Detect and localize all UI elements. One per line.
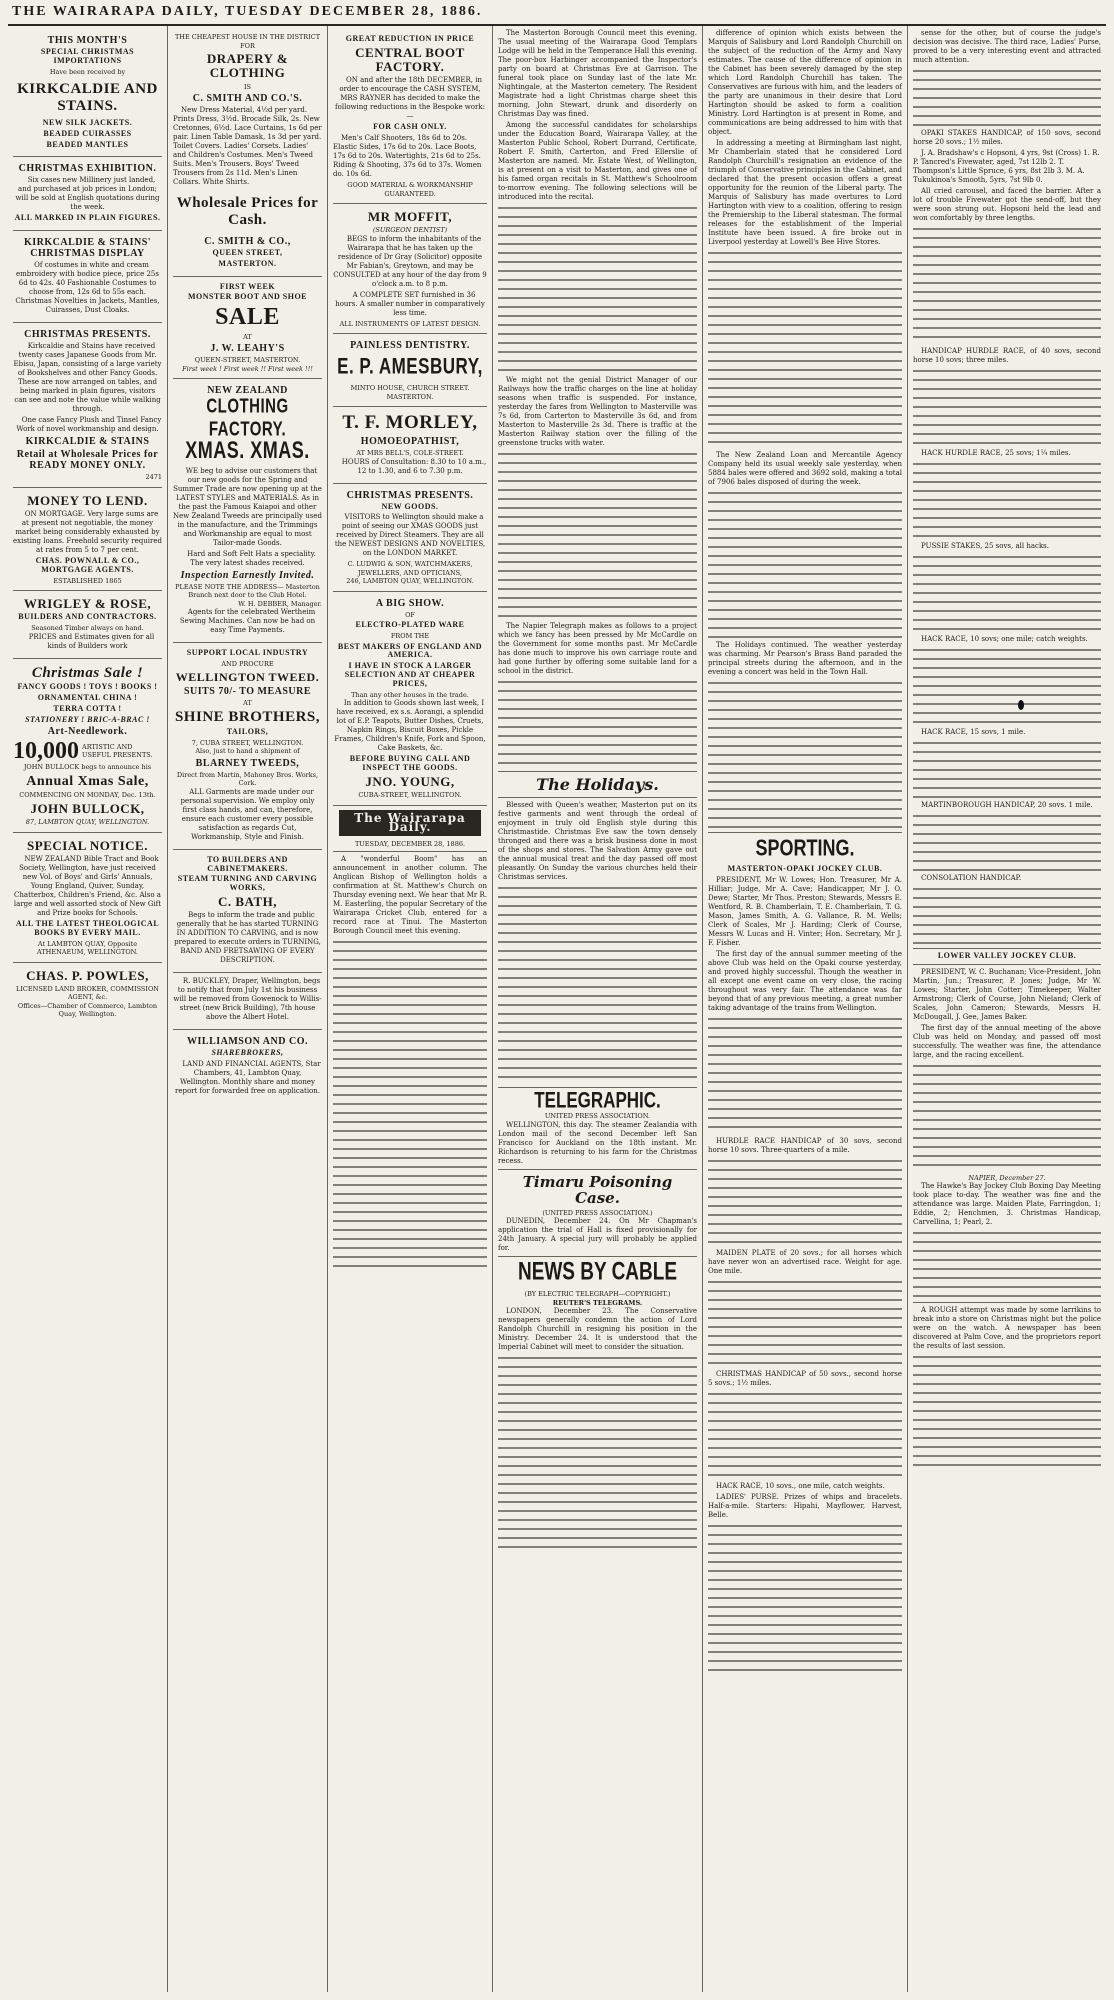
body-text-filler [708,1522,902,1672]
ad-foot: BEFORE BUYING CALL AND INSPECT THE GOODS. [349,754,471,772]
ad-addr: PLEASE NOTE THE ADDRESS— Masterton Branch next door to the Club Hotel. [175,582,320,600]
body-text-filler [913,812,1101,872]
ad-xmas-heading: XMAS. XMAS. [185,436,310,464]
ink-blot [1018,700,1024,710]
ad-body: R. BUCKLEY, Draper, Wellington, begs to notify that from July 1st his business will be removed from Gowenock to Willis-street (new Brick Building), 7th house above the Albert Hotel. [173,977,322,1022]
article-text: The Napier Telegraph makes as follows to a project which we fancy has been pressed by Mr McCardle on the Government for some months past. Mr McCardle has done much to improve his own carriage route and had gone further by offering some suitable land for a school in the district. [498,622,697,675]
ad-body: Of costumes in white and cream embroidery with bodice piece, price 25s 6d to 42s. 40 Fashionable Costumes to choose from, 12s 6d to 55s each. Christmas Novelties in Jackets, Mantles, Cuirasses, Dust Cloaks. [15,261,160,315]
ad-body: HOURS of Consultation: 8.30 to 10 a.m., 12 to 1.30, and 6 to 7.30 p.m. [341,457,487,475]
article-text: The Masterton Borough Council meet this evening. The usual meeting of the Wairarapa Good Templars Lodge will be held in the Temperance Hall this evening. The poor-box Harbinger accompanied the Inspector's party on board at Christmas Eve at Garrison. The funeral took place on Sunday last of the late Mr. Nightingale, at the Masterton cemetery. The Resident Magistrate had a light Christmas charge sheet this morning, John Stewart, drunk and disorderly on Christmas Day was fined. [498,29,697,118]
ad-painless-dentistry [333,334,487,407]
ad-body: Begs to inform the trade and public generally that he has started TURNING IN ADDITION TO CARVING, and is now prepared to execute orders in TURNING, BAND AND FRETSAWING OF EVERY DESCRIPTION. [174,911,321,965]
ad-christmas-exhibition [13,157,162,231]
race-heading: HACK RACE, 15 sovs, 1 mile. [921,728,1026,736]
cable-sub: (BY ELECTRIC TELEGRAPH—COPYRIGHT.) [524,1290,671,1299]
article-text: LONDON, December 23. The Conservative newspapers generally condemn the action of Lord Randolph Churchill in resigning his position in the Ministry. December 24. It is understood that the Imperial Cabinet will meet to consider the situation. [498,1307,697,1352]
ad-addr: 7, CUBA STREET, WELLINGTON. [191,738,304,747]
article-text: In addressing a meeting at Birmingham last night, Mr Chamberlain stated that he considered Lord Randolph Churchill's resignation an evidence of the triumph of Conservative principles in the Cabinet, and declared that the present occasion offers a great opportunity for the reunion of the Liberal party. The Marquis of Salisbury has made overtures to Lord Hartington with view to a coalition, offering to resign the Premiership to the Liberal statesman. The formal releases for the establishment of the Imperial Institute have been issued. A fire broke out in Liverpool yesterday at Lowell's Bee Hive Stores. [708,139,902,246]
ad-big-show [333,592,487,806]
ad-of: OF [405,610,415,619]
ad-body: In addition to Goods shown last week, I have received, ex s.s. Aorangi, a splendid lot of E.P. Teapots, Butter Dishes, Cruets, Napkin Rings, Biscuit Boxes, Pickle Frames, Children's Knife, Fork and Spoon, Cake Baskets, &c. [334,699,486,753]
ad-heading: MR MOFFIT, [367,209,453,225]
ad-firm: KIRKCALDIE AND STAINS. [17,81,158,114]
ad-number-line [13,739,162,763]
ad-heading: TO BUILDERS AND CABINETMAKERS. [207,854,288,873]
body-text-filler [498,450,697,620]
paper-nameplate: The Wairarapa Daily. [339,810,481,836]
ad-sub: CLOTHING FACTORY. [206,395,289,441]
body-text-filler [913,225,1101,345]
ad-firm: C. BATH, [217,893,277,909]
body-text-filler [913,885,1101,945]
telegraphic-sub: UNITED PRESS ASSOCIATION. [544,1112,651,1121]
ad-heading: A BIG SHOW. [375,597,445,609]
race-results: J. A. Bradshaw's c Hopsoni, 4 yrs, 9st (Cross) 1. R. P. Tancred's Fivewater, aged, 7st 12lb 2. T. Thompson's Little Spruce, 6 yrs, 8st 2lb 3. M. A. Tukukinoa's Smooth, 5yrs, 7st 9lb 0. [913,149,1100,184]
ad-number: 2471 [145,473,162,482]
ad-line: Annual Xmas Sale, [26,773,149,789]
ad-body: ON MORTGAGE. Very large sums are at present not negotiable, the money market being considerably exhausted by existing loans. Freehold security required at rates from 5 to 7 per cent. [13,510,162,555]
ad-line: COMMENCING ON MONDAY, Dec. 13th. [19,791,156,800]
ad-pre: THIS MONTH'S [47,35,128,46]
article-text: A ROUGH attempt was made by some larrikins to break into a store on Christmas night but the police were on the watch. A newspaper has been discovered at Palm Cove, and the proprietors report the results of last session. [913,1306,1101,1351]
divider [913,948,1101,949]
ad-trade: TAILORS, [226,726,269,736]
body-text-filler [913,739,1101,799]
race-heading: HACK RACE, 10 sovs., one mile, catch weights. [716,1481,885,1490]
ad-firm: SHINE BROTHERS, [174,709,321,726]
ad-kirkcaldie-importations [13,29,162,157]
ad-heading: CHRISTMAS EXHIBITION. [18,163,157,175]
ad-addr: QUEEN STREET, [212,248,283,258]
ad-heading: CHRISTMAS PRESENTS. [24,329,151,341]
body-text-filler [708,249,902,449]
masthead [8,4,1106,26]
race-heading: HANDICAP HURDLE RACE, of 40 sovs, second horse 10 sovs; three miles. [913,347,1101,364]
ad-firm: JNO. YOUNG, [365,773,455,789]
article-text: The Holidays continued. The weather yesterday was charming. Mr Pearson's Brass Band paraded the principal streets during the afternoon, and in the evening a concert was held in the Town Hall. [708,641,902,676]
article-text: WELLINGTON, this day. The steamer Zealandia with London mail of the second December left San Francisco for Auckland on the 18th instant. Mr. Richardson is returning to his farm for the Christmas recess. [498,1120,697,1165]
ad-heading: SPECIAL CHRISTMAS IMPORTATIONS [40,47,135,65]
body-text-filler [708,679,902,829]
ad-body: ALL Garments are made under our personal supervision. We employ only first class hands, and can, therefore, ensure each customer every possible satisfaction as regards Cut, Workmanship, Style and Finish. [180,787,315,841]
body-text-filler [498,1354,697,1554]
ad-body: Hard and Soft Felt Hats a speciality. The very latest shades received. [187,549,316,567]
ad-christmas-sale [13,659,162,833]
article-text: All cried carousel, and faced the barrier. After a lot of trouble Fivewater got the send-off, but they were soon strung out. Hopsoni held the lead and won comfortably by three lengths. [913,187,1101,222]
ad-heading: Christmas Sale ! [31,664,144,681]
ad-wrigley-rose [13,591,162,659]
race-heading: PUSSIE STAKES, 25 sovs, all hacks. [921,542,1049,550]
ad-leahy-boot-sale [173,277,322,379]
article-text: We might not the genial District Manager of our Railways how the traffic charges on the line at holiday seasons when traffic is suspended. For instance, yesterday the fares from Wellington to Masterville was 7s 6d, from Carterton to Masterville 3s 6d, and from Masterton to Masterville 2s 3d. There is traffic at the Masterton Railway station over the filling of the greenstone trucks with water. [498,376,697,447]
ad-sub: BUILDERS AND CONTRACTORS. [18,612,157,622]
poisoning-sub: (UNITED PRESS ASSOCIATION.) [542,1208,653,1217]
holidays-heading: The Holidays. [536,775,659,794]
ad-firm: JOHN BULLOCK, [30,800,145,816]
ad-body: WE beg to advise our customers that our new goods for the Spring and Summer Trade are now opening up at the LATEST STYLES and MATERIALS. As in the past the Famous Kaiapoi and other New Zealand Tweeds are principally used in the manufacture, and the Trimmings and Workmanship are equal to most Tailor-made Goods. [173,466,322,547]
article-text: The first day of the annual summer meeting of the above Club was held on the Opaki course yesterday, and proved highly successful. Though the weather in all except one event came on very close, the racing throughout was very fair. The attendance was far beyond that of any previous meeting, a great number taking advantage of the trains from Wellington. [708,949,902,1012]
ad-buckley [173,973,322,1030]
race-heading: CONSOLATION HANDICAP. [921,874,1022,882]
ad-firm: CHAS. POWNALL & CO., MORTGAGE AGENTS. [35,556,140,574]
ad-sub: (SURGEON DENTIST) [372,226,448,235]
ad-line: FANCY GOODS ! TOYS ! BOOKS ! [17,682,158,692]
article-text: The New Zealand Loan and Mercantile Agency Company held its usual weekly sale yesterday, when 5884 bales were offered and 3692 sold, making a total of 7906 bales disposed of during the week. [708,451,902,486]
ad-heading: DRAPERY & CLOTHING [206,51,289,81]
ad-firm: J. W. LEAHY'S [210,343,285,355]
ad-heading: WRIGLEY & ROSE, [23,596,152,612]
column-1 [8,26,168,1992]
ad-cash: FOR CASH ONLY. [373,122,447,132]
ad-christmas-display [13,231,162,323]
race-heading: MARTINBOROUGH HANDICAP, 20 sovs. 1 mile. [921,801,1093,809]
ad-line: FIRST WEEK [219,281,276,291]
column-5 [703,26,908,1992]
ad-title: WELLINGTON TWEED. [175,669,320,684]
ad-line: Than any other houses in the trade. [351,690,469,699]
ad-line: STATIONERY ! BRIC-A-BRAC ! [25,714,150,724]
ad-heading: CHRISTMAS PRESENTS. [346,489,474,501]
ad-at: AT [243,332,252,341]
divider [913,964,1101,965]
ad-est: ESTABLISHED 1865 [53,576,122,585]
ad-firm: W. H. DEBBER, Manager. [238,599,322,608]
ad-line: Art-Needlework. [47,726,128,738]
ad-foot: KIRKCALDIE & STAINS [25,436,150,448]
ad-body: A COMPLETE SET furnished in 36 hours. A smaller number in comparatively less time. [335,290,485,317]
ad-line: Seasoned Timber always on hand. [31,624,144,633]
ad-list: Men's Calf Shooters, 18s 6d to 20s. Elastic Sides, 17s 6d to 20s. Lace Boots, 17s 6d to 20s. Watertights, 21s 6d to 25s. Riding & Shooting, 37s 6d to 37s. Women do. 10s 6d. [333,134,482,179]
ad-line: ALL THE LATEST THEOLOGICAL BOOKS BY EVERY MAIL. [15,918,160,937]
ad-heading: T. F. MORLEY, [342,412,478,434]
divider [498,797,697,798]
ad-chas-powles [13,963,162,1024]
body-text-filler [913,553,1101,633]
ad-line: ORNAMENTAL CHINA ! [37,693,138,703]
ad-t-f-morley [333,407,487,483]
ad-heading: NEW ZEALAND [207,385,288,397]
ad-sub: Have been received by [49,67,126,76]
ad-addr: 246, LAMBTON QUAY, WELLINGTON. [346,577,474,586]
race-heading: CHRISTMAS HANDICAP of 50 sovs., second horse 5 sovs.; 1½ miles. [708,1369,902,1387]
ad-sub: ELECTRO-PLATED WARE [355,620,465,630]
ad-line: BEADED CUIRASSES [43,128,132,138]
sporting-heading: SPORTING. [755,834,855,861]
ad-body: PRICES and Estimates given for all kinds of Builders work [28,632,155,650]
paper-date: TUESDAY, DECEMBER 28, 1886. [354,839,466,848]
ad-sub: NEW GOODS. [381,501,439,511]
ad-body: VISITORS to Wellington should make a point of seeing our XMAS GOODS just received by Direct Steamers. They are all the NEWEST DESIGNS AND NOVELTIES, on the LONDON MARKET. [334,513,486,558]
ad-at: AT [243,698,252,707]
napier-heading: NAPIER, December 27. [968,1173,1046,1182]
body-text-filler [913,367,1101,447]
ad-christmas-presents [13,323,162,488]
article-text: Among the successful candidates for scholarships under the Education Board, Wairarapa Valley, at the Masterton Public School, Robert Durrand, Certificate, Robert F. Smith, Carterton, and Fred Ellerslie of Masterton are named. Mr. Estate West, of Wellington, is at present on a visit to Masterton, and gives one of his famed organ recitals in St. Matthew's Schoolroom to-morrow evening. The following selections will be introduced into the recital. [498,121,697,201]
ad-heading: PAINLESS DENTISTRY. [350,340,470,352]
ad-sub: STEAM TURNING AND CARVING WORKS, [177,874,318,893]
article-text: The Hawke's Bay Jockey Club Boxing Day Meeting took place to-day. The weather was fine and the attendance was large. Maiden Plate, Farringdon, 1; Eddie, 2; Henchmen, 3. Christmas Handicap, Carvellina, 1; Pearl, 2. [913,1182,1101,1227]
ad-addr: CUBA-STREET, WELLINGTON. [358,791,462,800]
ad-line: NEW SILK JACKETS. [42,118,133,128]
body-text-filler [913,1229,1101,1299]
body-text-filler [708,1278,902,1368]
ad-body: Kirkcaldie and Stains have received twenty cases Japanese Goods from Mr. Ebisu, Japan, consisting of a large variety of Bookshelves and other Fancy Goods. These are now arranged on tables, and being marked in plain figures, visitors can see and note the value while walking through. [13,342,162,414]
ad-addr: 87, LAMBTON QUAY, WELLINGTON. [25,818,150,827]
ad-body: New Dress Material, 4½d per yard. Prints Dress, 3½d. Brocade Silk, 2s. New Cretonnes, 6½d. Lace Curtains, 1s 6d per pair. Linen Table Damask, 1s 3d per yard. Toilet Covers. Ladies' Corsets. Ladies' and Children's Costumes. Men's Tweed Suits. Men's Trousers. Boys' Tweed Trousers from 2s 11d. Men's Linen Collars. White Shirts. [173,106,322,187]
article-text: PRESIDENT, Mr W. Lowes; Hon. Treasurer, Mr A. Hilliar; Judge, Mr A. Cave; Handicapper, Mr J. O. Dewe; Starter, Mr Thos. Preston; Stewards, Messrs E. Wentford, R. B. Chamberlain, T. E. Chamberlain, T. G. Mason, James Smith, A. G. Vallance, R. M. Wells; Clerk of Scales, Mr J. Harding; Clerk of Course, Messrs W. Lucas and H. Vinter; Hon. Secretary, Mr J. F. Fisher. [708,875,902,947]
ad-body: NEW ZEALAND Bible Tract and Book Society, Wellington, have just received new Vol. of Boys' and Girls' Annuals, Young England, Quiver, Sunday, Chatterbox, Children's Friend, &c. Also a large and well assorted stock of New Gift and Prize books for Schools. [13,854,162,917]
ad-heading: Wholesale Prices for Cash. [176,195,319,228]
ad-pre: THE CHEAPEST HOUSE IN THE DISTRICT FOR [174,33,321,50]
ad-mr-moffit [333,204,487,334]
ad-shine-brothers [173,643,322,849]
ad-sub: LICENSED LAND BROKER, COMMISSION AGENT, &c. [16,984,159,1002]
ad-line: JOHN BULLOCK begs to announce his [23,763,152,772]
telegraphic-heading: TELEGRAPHIC. [534,1087,661,1113]
ad-williamson [173,1030,322,1103]
ad-line: BEADED MANTLES [46,139,129,149]
ad-body: BEGS to inform the inhabitants of the Wairarapa that he has taken up the residence of Dr Gray (Solicitor) opposite Mr Fabian's, Greytown, and may be CONSULTED at any hour of the day from 9 o'clock a.m. to 8 p.m. [333,234,487,288]
ad-firm: E. P. AMESBURY, [337,354,483,380]
divider [333,851,487,852]
ad-heading: CHAS. P. POWLES, [26,967,149,983]
body-text-filler [913,646,1101,726]
body-text-filler [708,489,902,639]
columns [8,26,1106,1992]
ad-heading: Retail at Wholesale Prices for READY MONEY ONLY. [16,449,159,472]
divider [498,1256,697,1257]
column-3 [328,26,493,1992]
race-heading: HACK HURDLE RACE, 25 sovs; 1¼ miles. [921,449,1071,457]
divider [913,1302,1101,1303]
article-text: The first day of the annual meeting of the above Club was held on Monday, and passed off most successfully. The weather was fine, the attendance large, and the racing excellent. [913,1023,1101,1059]
ad-and: AND PROCURE [221,660,274,669]
ad-heading: MONEY TO LEND. [27,492,148,508]
ad-foot: Also, just to hand a shipment of [195,747,300,756]
column-4 [493,26,703,1992]
article-text: PRESIDENT, W. C. Buchanan; Vice-President, John Martin, Jun.; Treasurer, P. Jones; Judge, Mr W. Lowes; Starter, John Cotter; Timekeeper, Walter Armstrong; Clerk of Course, John Nieland; Clerk of Scales, John Cameron; Stewards, Messrs H. McDougall, J. Gee, James Baker. [913,967,1101,1021]
article-text: sense for the other, but of course the judge's decision was decisive. The third race, Ladies' Purse, proved to be a very interesting event and attracted much attention. [913,29,1101,64]
body-text-filler [708,1390,902,1480]
race-heading: HACK RACE, 10 sovs; one mile; catch weights. [921,635,1088,643]
ad-foot: First week ! First week !! First week !!! [182,364,313,373]
divider [708,832,902,833]
ad-body: One case Fancy Plush and Tinsel Fancy Work of novel workmanship and design. [16,416,162,434]
ad-heading: Inspection Earnestly Invited. [180,569,315,581]
article-text: difference of opinion which exists between the Marquis of Salisbury and Lord Randolph Churchill on the subject of the reduction of the Army and Navy estimates. The cause of the difference of opinion in the Cabinet has been severely damaged by the step which Lord Randolph Churchill has taken. The Conservatives are furious with him, and the leaders of the party are unanimous in their desire that Lord Hartington should be asked to form a coalition Ministry. Lord Hartington is at present in Rome, and communications are being addressed to him with that object. [708,29,902,136]
ad-foot: ALL INSTRUMENTS OF LATEST DESIGN. [339,319,481,328]
ad-pre: GREAT REDUCTION IN PRICE [345,34,475,43]
masthead-title: THE WAIRARAPA DAILY, TUESDAY DECEMBER 28, 1886. [12,4,483,19]
ad-stock: I HAVE IN STOCK A LARGER SELECTION AND AT CHEAPER PRICES, [344,661,476,688]
ad-addr: At LAMBTON QUAY, Opposite ATHENAEUM, WELLINGTON. [37,939,138,957]
ad-ludwig-christmas-presents [333,484,487,592]
ad-addr: MASTERTON. [218,258,277,268]
ad-heading: KIRKCALDIE & STAINS' CHRISTMAS DISPLAY [23,237,152,260]
ad-foot: ALL MARKED IN PLAIN FIGURES. [14,213,161,223]
body-text-filler [913,1062,1101,1172]
ad-blarney-sub: Direct from Martin, Mahoney Bros. Works, Cork. [176,770,319,788]
ad-addr: MINTO HOUSE, CHURCH STREET. MASTERTON. [350,384,470,401]
body-text-filler [498,884,697,1084]
ad-sub: SHAREBROKERS, [211,1048,284,1058]
ad-heading: SALE [215,304,280,331]
poisoning-heading: Timaru Poisoning Case. [522,1172,673,1208]
ad-heading: CENTRAL BOOT FACTORY. [355,44,465,75]
body-text-filler [333,938,487,1268]
ad-firm: C. LUDWIG & SON, WATCHMAKERS, JEWELLERS, AND OPTICIANS, [347,560,473,577]
ad-addr: Offices—Chamber of Commerce, Lambton Quay, Wellington. [17,1001,158,1019]
ad-blarney: BLARNEY TWEEDS, [195,757,300,769]
body-text-filler [913,460,1101,540]
ad-body: LAND AND FINANCIAL AGENTS, Star Chambers, 41, Lambton Quay, Wellington. Monthly share and money report for forwarded free on application. [174,1060,321,1096]
ad-body: ON and after the 18th DECEMBER, in order to encourage the CASH SYSTEM, MRS RAYNER has decided to make the following reductions in the Bespoke work:— [335,76,485,121]
ad-makers: BEST MAKERS OF ENGLAND AND AMERICA. [337,641,483,660]
ad-is: IS [243,82,252,91]
ad-body: Six cases new Millinery just landed, and purchased at job prices in London; will be sold at English quotations during the week. [15,176,160,212]
ad-nz-clothing-factory [173,379,322,643]
body-text-filler [913,1353,1101,1473]
ad-heading: SUPPORT LOCAL INDUSTRY [186,648,309,658]
ad-heading: WILLIAMSON AND CO. [187,1036,308,1048]
ad-money-to-lend [13,488,162,591]
ad-big-number: 10,000 [13,738,79,765]
ad-foot: GOOD MATERIAL & WORKMANSHIP GUARANTEED. [347,181,473,198]
column-6 [908,26,1106,1992]
editorial-text: A "wonderful Boom" has an announcement in another column. The Anglican Bishop of Wellington holds a confirmation at St. Matthew's Church on Thursday evening next. We hear that Mr R. M. Easterling, the popular Secretary of the Wairarapa Cricket Club, entered for a record race at Tinui. The Masterton Borough Council meet this evening. [333,855,487,936]
ad-body: Agents for the celebrated Wertheim Sewing Machines. Can now be had on easy Time Payments. [179,608,316,635]
article-text: DUNEDIN, December 24. On Mr Chapman's application the trial of Hall is fixed provisionally for 24th January. A special jury will probably be applied for. [498,1217,697,1253]
body-text-filler [913,67,1101,127]
race-heading: OPAKI STAKES HANDICAP, of 150 sovs, second horse 20 sovs.; 1½ miles. [913,129,1101,146]
race-heading: MAIDEN PLATE of 20 sovs.; for all horses which have never won an advertised race. Weight for age. One mile. [708,1248,902,1275]
cable-heading: NEWS BY CABLE [517,1258,678,1287]
cable-source: REUTER'S TELEGRAMS. [552,1298,643,1307]
ad-heading: SPECIAL NOTICE. [27,837,148,853]
race-heading: HURDLE RACE HANDICAP of 30 sovs, second horse 10 sovs. Three-quarters of a mile. [708,1136,902,1154]
ad-firm: C. SMITH & CO., [204,236,291,248]
ad-firm: C. SMITH AND CO.'S. [192,93,303,105]
article-text: Blessed with Queen's weather, Masterton put on its festive garments and went through the ordeal of enjoyment in truly old English style during this Christmastide. Christmas Eve saw the town densely thronged and there was a brisk business done in most of the shops and stores. The Salvation Army gave out the annual musical treat and the day passed off most pleasantly. On Sunday the various churches held their Christmas services. [498,800,697,881]
divider [498,771,697,772]
race-heading: LADIES' PURSE. Prizes of whips and bracelets. Half-a-mile. Starters: Hipahi, Mayflower, Harvest, Belle. [708,1492,902,1519]
sporting-sub: MASTERTON-OPAKI JOCKEY CLUB. [727,863,883,873]
ad-addr: AT MRS BELL'S, COLE-STREET. [356,449,464,458]
lower-valley-heading: LOWER VALLEY JOCKEY CLUB. [937,951,1077,960]
ad-suits: SUITS 70/- TO MEASURE [183,685,312,697]
ad-line: MONSTER BOOT AND SHOE [187,292,308,302]
ad-big-number-text: ARTISTIC AND USEFUL PRESENTS. [82,742,153,760]
ad-c-bath [173,850,322,973]
ad-addr: QUEEN-STREET, MASTERTON. [194,356,301,365]
divider [498,1169,697,1170]
body-text-filler [708,1015,902,1135]
ad-from: FROM THE [390,632,430,641]
ad-line: TERRA COTTA ! [53,703,122,713]
body-text-filler [498,204,697,374]
ad-central-boot-factory [333,29,487,204]
ad-c-smith-drapery [173,29,322,277]
ad-sub: HOMOEOPATHIST, [360,436,460,448]
ad-special-notice [13,833,162,963]
body-text-filler [498,678,697,768]
body-text-filler [708,1157,902,1247]
column-2 [168,26,328,1992]
